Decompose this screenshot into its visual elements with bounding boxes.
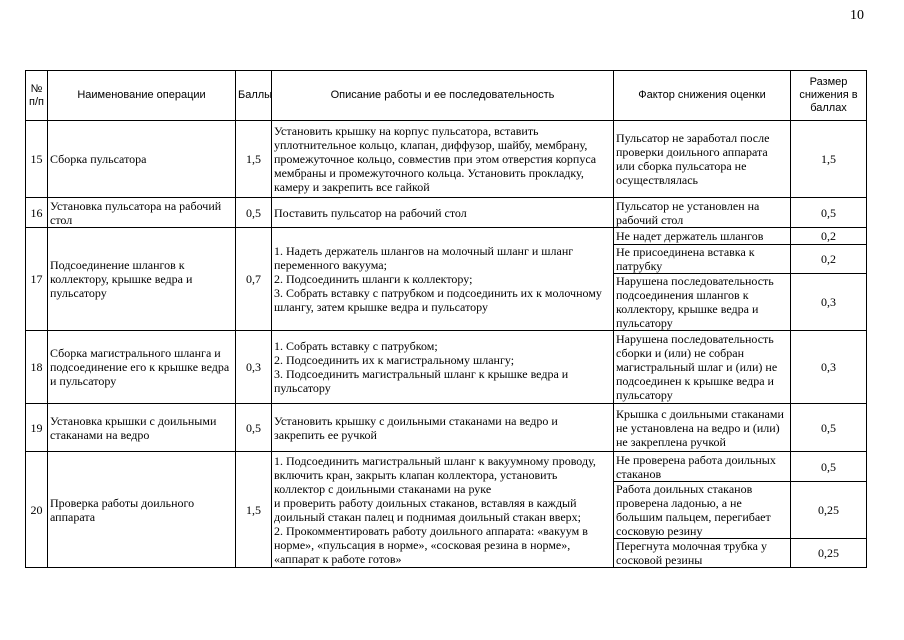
operation-name: Подсоединение шлангов к коллектору, крышке ведра и пульсатору bbox=[48, 228, 236, 331]
reduction-factor: Нарушена последовательность сборки и (или) не собран магистральный шлаг и (или) не подсоединен к крышке ведра и пульсатору bbox=[614, 331, 791, 404]
description-line: Поставить пульсатор на рабочий стол bbox=[274, 205, 467, 220]
header-operation-name: Наименование операции bbox=[48, 71, 236, 121]
header-num: № п/п bbox=[26, 71, 48, 121]
header-description: Описание работы и ее последовательность bbox=[272, 71, 614, 121]
reduction-points: 0,5 bbox=[791, 452, 867, 482]
operation-score: 0,5 bbox=[236, 404, 272, 452]
operation-score: 1,5 bbox=[236, 452, 272, 568]
reduction-points: 0,2 bbox=[791, 245, 867, 274]
operation-description bbox=[272, 452, 614, 568]
table-body bbox=[26, 121, 867, 568]
reduction-factor: Пульсатор не заработал после проверки доильного аппарата или сборка пульсатора не осуществлялась bbox=[614, 121, 791, 198]
table-header-row bbox=[26, 71, 867, 121]
reduction-factor: Работа доильных стаканов проверена ладонью, а не большим пальцем, перегибает сосковую резину bbox=[614, 482, 791, 539]
operation-description bbox=[272, 198, 614, 228]
table-row bbox=[26, 452, 867, 482]
description-line: Установить крышку на корпус пульсатора, вставить уплотнительное кольцо, клапан, диффузор, шайбу, мембрану, промежуточное кольцо, совместив при этом отверстия корпуса мембраны и промежуточного кольца. Установить прокладку, камеру и закрепить все гайкой bbox=[274, 124, 597, 194]
description-line: 3. Собрать вставку с патрубком и подсоединить их к молочному шлангу, затем крышке ведра и пульсатору bbox=[274, 286, 602, 314]
reduction-points: 0,3 bbox=[791, 274, 867, 331]
row-number: 16 bbox=[26, 198, 48, 228]
operation-description bbox=[272, 404, 614, 452]
operation-score: 0,5 bbox=[236, 198, 272, 228]
table-row bbox=[26, 198, 867, 228]
description-line: 1. Подсоединить магистральный шланг к вакуумному проводу, включить кран, закрыть клапан коллектора, установить коллектор с доильными стаканами на руке bbox=[274, 453, 596, 496]
table-row bbox=[26, 404, 867, 452]
reduction-points: 0,3 bbox=[791, 331, 867, 404]
description-line: 3. Подсоединить магистральный шланг к крышке ведра и пульсатору bbox=[274, 367, 569, 395]
reduction-points: 0,5 bbox=[791, 198, 867, 228]
reduction-points: 1,5 bbox=[791, 121, 867, 198]
description-line: и проверить работу доильных стаканов, вставляя в каждый доильный стакан палец и поднимая доильный стакан вверх; bbox=[274, 495, 581, 524]
table-row bbox=[26, 121, 867, 198]
operation-description bbox=[272, 228, 614, 331]
operation-name: Сборка магистрального шланга и подсоединение его к крышке ведра и пульсатору bbox=[48, 331, 236, 404]
row-number: 18 bbox=[26, 331, 48, 404]
row-number: 20 bbox=[26, 452, 48, 568]
reduction-factor: Не проверена работа доильных стаканов bbox=[614, 452, 791, 482]
reduction-factor: Не присоединена вставка к патрубку bbox=[614, 245, 791, 274]
reduction-factor: Нарушена последовательность подсоединения шлангов к коллектору, крышке ведра и пульсатору bbox=[614, 274, 791, 331]
description-line: Установить крышку с доильными стаканами на ведро и закрепить ее ручкой bbox=[274, 413, 558, 442]
table-row bbox=[26, 331, 867, 404]
header-reduction-factor: Фактор снижения оценки bbox=[614, 71, 791, 121]
page-number: 10 bbox=[850, 8, 864, 23]
reduction-points: 0,2 bbox=[791, 228, 867, 245]
operation-score: 1,5 bbox=[236, 121, 272, 198]
row-number: 15 bbox=[26, 121, 48, 198]
row-number: 17 bbox=[26, 228, 48, 331]
table-row bbox=[26, 228, 867, 245]
description-line: 1. Собрать вставку с патрубком; bbox=[274, 339, 438, 353]
reduction-points: 0,25 bbox=[791, 482, 867, 539]
operations-table bbox=[25, 70, 867, 568]
description-line: 2. Прокомментировать работу доильного аппарата: «вакуум в норме», «пульсация в норме», «сосковая резина в норме», «аппарат к работе готов» bbox=[274, 523, 588, 566]
operation-description bbox=[272, 331, 614, 404]
row-number: 19 bbox=[26, 404, 48, 452]
operation-name: Проверка работы доильного аппарата bbox=[48, 452, 236, 568]
description-line: 2. Подсоединить их к магистральному шлангу; bbox=[274, 353, 515, 367]
operation-name: Установка крышки с доильными стаканами на ведро bbox=[48, 404, 236, 452]
reduction-factor: Не надет держатель шлангов bbox=[614, 228, 791, 245]
operation-name: Сборка пульсатора bbox=[48, 121, 236, 198]
operation-description bbox=[272, 121, 614, 198]
operation-score: 0,3 bbox=[236, 331, 272, 404]
header-score: Баллы bbox=[236, 71, 272, 121]
reduction-factor: Пульсатор не установлен на рабочий стол bbox=[614, 198, 791, 228]
reduction-points: 0,25 bbox=[791, 539, 867, 568]
operation-score: 0,7 bbox=[236, 228, 272, 331]
reduction-points: 0,5 bbox=[791, 404, 867, 452]
description-line: 1. Надеть держатель шлангов на молочный шланг и шланг переменного вакуума; bbox=[274, 244, 574, 272]
reduction-factor: Перегнута молочная трубка у сосковой резины bbox=[614, 539, 791, 568]
description-line: 2. Подсоединить шланги к коллектору; bbox=[274, 272, 473, 286]
reduction-factor: Крышка с доильными стаканами не установлена на ведро и (или) не закреплена ручкой bbox=[614, 404, 791, 452]
header-reduction-size: Размер снижения в баллах bbox=[791, 71, 867, 121]
operation-name: Установка пульсатора на рабочий стол bbox=[48, 198, 236, 228]
